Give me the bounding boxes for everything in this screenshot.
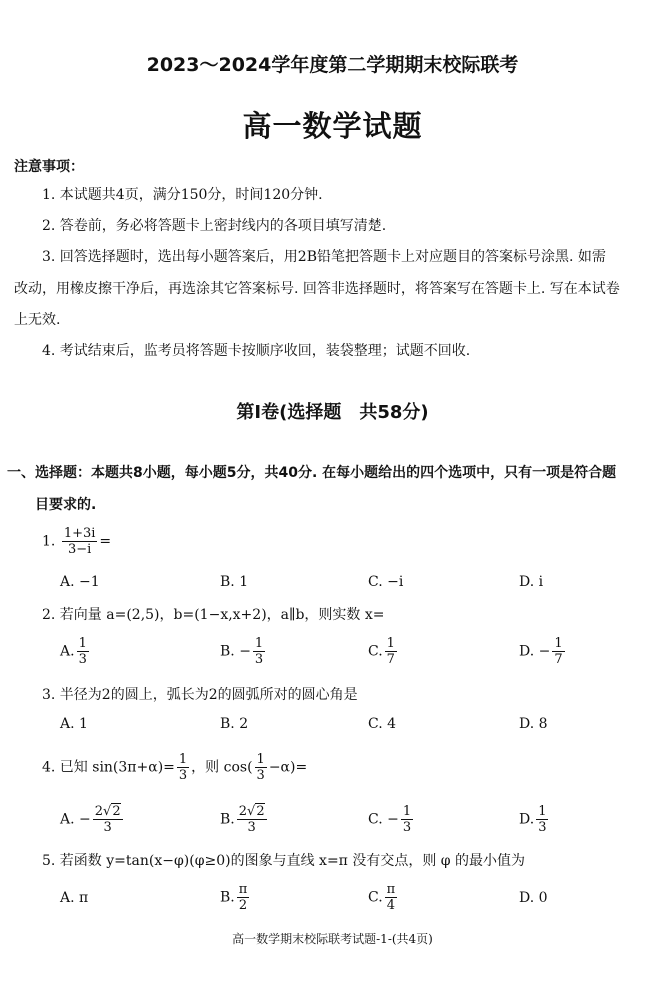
notice-item-3-line-3: 上无效. xyxy=(14,312,61,328)
notice-item-4: 4. 考试结束后，监考员将答题卡按顺序收回，装袋整理；试题不回收. xyxy=(42,343,471,359)
q4-option-a: A. − $\frac{2√2}{3}$ xyxy=(60,804,121,835)
q2-option-d: D. − $\frac{1}{7}$ xyxy=(519,636,563,667)
q5-option-c: C. $\frac{\pi}{4}$ xyxy=(368,882,396,913)
question-1: 1. $\frac{1+3i}{3-i}$ = xyxy=(42,526,112,557)
q4-option-c: C. − $\frac{1}{3}$ xyxy=(368,804,412,835)
notice-heading: 注意事项： xyxy=(14,159,84,175)
question-5: 5. 若函数 y=tan(x−φ)(φ≥0)的图象与直线 x=π 没有交点，则 φ 的最小值为 xyxy=(42,853,526,869)
notice-item-3-line-1: 3. 回答选择题时，选出每小题答案后，用2B铅笔把答题卡上对应题目的答案标号涂黑. 如需 xyxy=(42,249,606,265)
notice-item-2: 2. 答卷前，务必将答题卡上密封线内的各项目填写清楚. xyxy=(42,218,387,234)
q2-option-c: C. $\frac{1}{7}$ xyxy=(368,636,395,667)
q1-option-a: A. −1 xyxy=(60,574,100,590)
q3-option-d: D. 8 xyxy=(519,716,548,732)
part-heading-line-1: 一、选择题：本题共8小题，每小题5分，共40分. 在每小题给出的四个选项中，只有一项是符合题 xyxy=(7,465,617,481)
q2-option-b: B. − $\frac{1}{3}$ xyxy=(220,636,264,667)
question-number: 1. xyxy=(42,533,56,550)
question-4: 4. 已知 sin(3π+α)= $\frac{1}{3}$ ，则 cos( $\frac{1}{3}$ −α)= xyxy=(42,752,308,783)
section-title: 第Ⅰ卷(选择题 共58分) xyxy=(236,402,429,423)
notice-item-1: 1. 本试题共4页，满分150分，时间120分钟. xyxy=(42,187,323,203)
q1-option-c: C. −i xyxy=(368,574,404,590)
part-heading-line-2: 目要求的. xyxy=(35,497,97,513)
q3-option-a: A. 1 xyxy=(60,716,88,732)
q4-option-b: B. $\frac{2√2}{3}$ xyxy=(220,804,265,835)
q3-option-c: C. 4 xyxy=(368,716,397,732)
exam-header: 2023～2024学年度第二学期期末校际联考 xyxy=(146,54,519,76)
question-3: 3. 半径为2的圆上，弧长为2的圆弧所对的圆心角是 xyxy=(42,687,358,703)
q5-option-d: D. 0 xyxy=(519,890,548,906)
question-2: 2. 若向量 a=(2,5)，b=(1−x,x+2)，a∥b，则实数 x= xyxy=(42,607,385,623)
q4-option-d: D. $\frac{1}{3}$ xyxy=(519,804,547,835)
q5-option-b: B. $\frac{\pi}{2}$ xyxy=(220,882,248,913)
q3-option-b: B. 2 xyxy=(220,716,249,732)
notice-item-3-line-2: 改动，用橡皮擦干净后，再选涂其它答案标号. 回答非选择题时，将答案写在答题卡上. 写在本试卷 xyxy=(14,281,620,297)
page-footer: 高一数学期末校际联考试题-1-(共4页) xyxy=(232,932,433,946)
q1-option-d: D. i xyxy=(519,574,544,590)
page-title: 高一数学试题 xyxy=(242,109,423,143)
q5-option-a: A. π xyxy=(60,890,89,906)
q1-option-b: B. 1 xyxy=(220,574,249,590)
fraction: $\frac{1+3i}{3-i}$ xyxy=(63,526,96,557)
q2-option-a: A. $\frac{1}{3}$ xyxy=(60,636,87,667)
